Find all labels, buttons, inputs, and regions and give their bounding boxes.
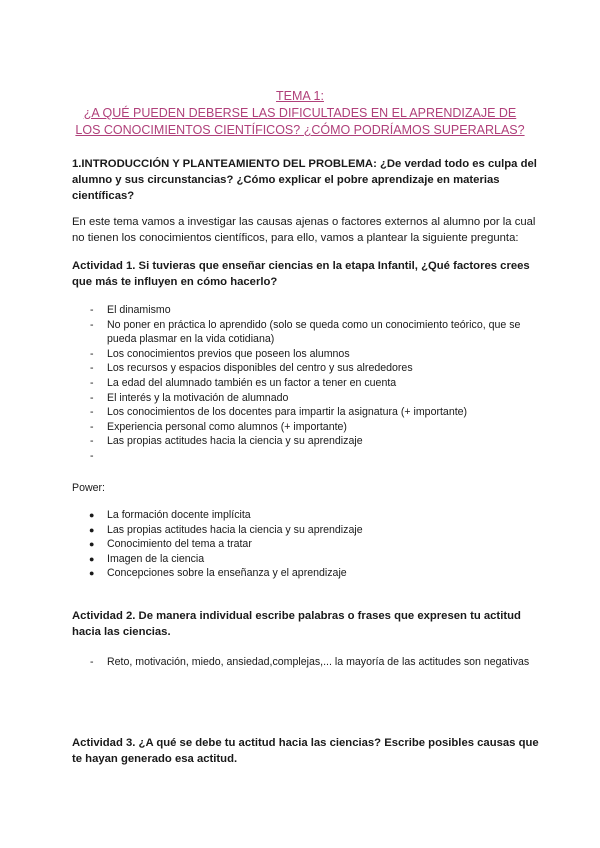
list-item	[72, 361, 542, 376]
bullet-marker: ●	[89, 568, 95, 579]
bullet-marker: ●	[89, 539, 95, 550]
list-item	[72, 537, 542, 552]
bullet-marker: ●	[89, 524, 95, 535]
dash-marker: -	[90, 347, 94, 360]
activity-3-heading: Actividad 3. ¿A qué se debe tu actitud hacia las ciencias? Escribe posibles causas que te hayan generado esa actitud.	[72, 737, 539, 765]
list-item	[72, 566, 542, 581]
power-list	[72, 508, 542, 581]
list-item	[72, 434, 542, 449]
list-item	[72, 303, 542, 318]
document-title-line-2: LOS CONOCIMIENTOS CIENTÍFICOS? ¿CÓMO PODRÍAMOS SUPERARLAS?	[75, 123, 525, 137]
list-item	[72, 347, 542, 362]
section-1-heading: 1.INTRODUCCIÓN Y PLANTEAMIENTO DEL PROBLEMA: ¿De verdad todo es culpa del alumno y sus circunstancias? ¿Cómo explicar el pobre aprendizaje en materias científicas?	[72, 158, 537, 202]
list-item	[72, 508, 542, 523]
list-item-text: Imagen de la ciencia	[107, 552, 205, 565]
bullet-marker: ●	[89, 510, 95, 520]
power-label: Power:	[72, 482, 105, 494]
activity-2-answer-list	[72, 655, 542, 670]
list-item-text: El dinamismo	[107, 304, 171, 316]
list-item	[72, 405, 542, 420]
activity-1-heading: Actividad 1. Si tuvieras que enseñar ciencias en la etapa Infantil, ¿Qué factores crees que más te influyen en cómo hacerlo?	[72, 260, 530, 288]
document-title-line-1: ¿A QUÉ PUEDEN DEBERSE LAS DIFICULTADES EN EL APRENDIZAJE DE	[83, 106, 517, 120]
list-item-text: El interés y la motivación de alumnado	[107, 391, 289, 404]
dash-marker: -	[90, 391, 94, 404]
dash-marker: -	[90, 420, 94, 433]
list-item	[72, 420, 542, 435]
list-item	[72, 523, 542, 538]
list-item-text: Los recursos y espacios disponibles del centro y sus alrededores	[107, 362, 413, 375]
dash-marker: -	[90, 406, 94, 419]
document-title-number: TEMA 1:	[276, 89, 324, 103]
list-item-text: No poner en práctica lo aprendido (solo se queda como un conocimiento teórico, que se pueda plasmar en la vida cotidiana)	[107, 318, 521, 346]
list-item-text: Concepciones sobre la enseñanza y el aprendizaje	[107, 567, 347, 580]
dash-marker: -	[90, 318, 94, 331]
activity-2-heading: Actividad 2. De manera individual escribe palabras o frases que expresen tu actitud hacia las ciencias.	[72, 610, 521, 638]
list-item-text: La edad del alumnado también es un factor a tener en cuenta	[107, 376, 397, 389]
list-item-text: La formación docente implícita	[107, 509, 251, 521]
list-item-text: Conocimiento del tema a tratar	[107, 538, 252, 551]
dash-marker: -	[90, 449, 94, 462]
dash-marker: -	[90, 656, 94, 668]
list-item-text: Los conocimientos de los docentes para impartir la asignatura (+ importante)	[107, 406, 468, 419]
dash-marker: -	[90, 435, 94, 448]
list-item	[72, 376, 542, 391]
list-item-text: Las propias actitudes hacia la ciencia y su aprendizaje	[107, 523, 363, 536]
dash-marker: -	[90, 376, 94, 389]
list-item	[72, 552, 542, 567]
list-item	[72, 391, 542, 406]
list-item-text: Experiencia personal como alumnos (+ importante)	[107, 420, 347, 433]
activity-1-factor-list	[72, 303, 542, 464]
list-item	[72, 655, 542, 670]
list-item-text	[107, 450, 110, 462]
list-item-text: Los conocimientos previos que poseen los alumnos	[107, 347, 350, 360]
list-item	[72, 318, 542, 347]
dash-marker: -	[90, 362, 94, 375]
list-item	[72, 449, 542, 464]
list-item-text: Reto, motivación, miedo, ansiedad,complejas,... la mayoría de las actitudes son negativas	[107, 656, 530, 668]
section-1-intro: En este tema vamos a investigar las causas ajenas o factores externos al alumno por la cual no tienen los conocimientos científicos, para ello, vamos a plantear la siguiente pregunta:	[72, 216, 536, 244]
list-item-text: Las propias actitudes hacia la ciencia y su aprendizaje	[107, 435, 363, 448]
dash-marker: -	[90, 304, 94, 316]
bullet-marker: ●	[89, 553, 95, 564]
